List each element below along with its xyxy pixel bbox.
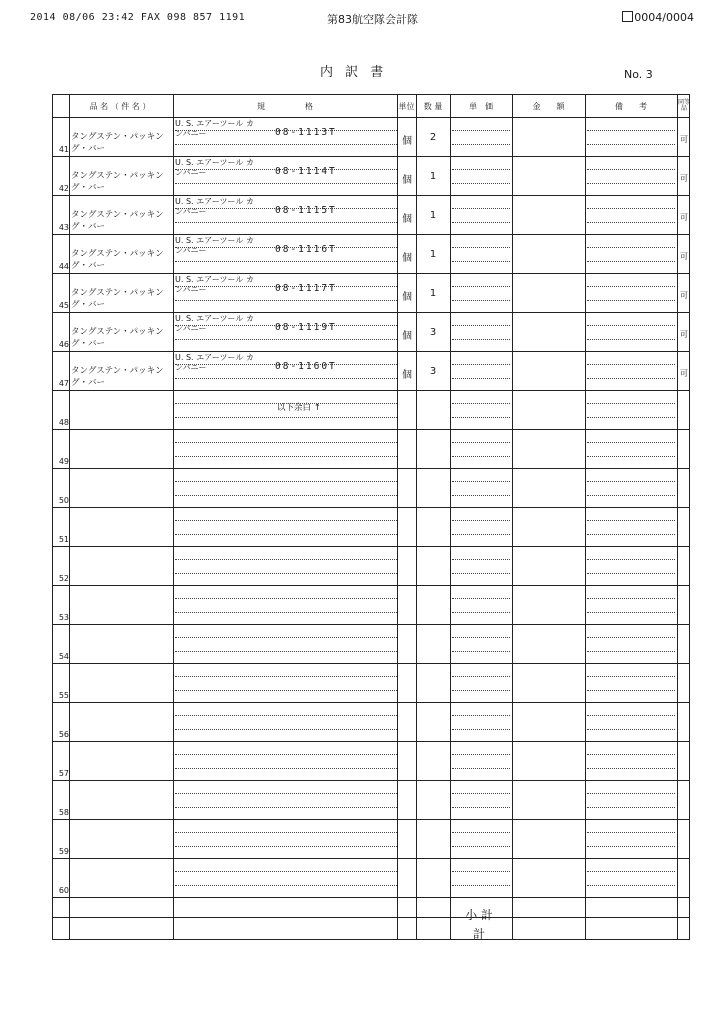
fax-organization: 第83航空隊会計隊 xyxy=(327,13,418,26)
dotted-rule xyxy=(452,807,510,808)
row-number: 49 xyxy=(58,457,69,466)
item-name: タングステン・パッキング・バー xyxy=(71,366,164,388)
unit: 個 xyxy=(402,214,412,225)
dotted-rule xyxy=(175,768,397,769)
dotted-rule xyxy=(587,793,675,794)
spec-maker: U. S. エアーツール カ xyxy=(175,197,254,206)
item-name: タングステン・パッキング・バー xyxy=(71,249,164,271)
row-divider xyxy=(53,429,689,430)
dotted-rule xyxy=(587,339,675,340)
dotted-rule xyxy=(587,807,675,808)
dotted-rule xyxy=(175,442,397,443)
dotted-rule xyxy=(175,183,397,184)
spec-company: ンパニー xyxy=(175,168,207,177)
dotted-rule xyxy=(452,637,510,638)
dotted-rule xyxy=(587,208,675,209)
dotted-rule xyxy=(175,598,397,599)
dotted-rule xyxy=(587,378,675,379)
header-amount: 金 額 xyxy=(532,101,565,111)
dotted-rule xyxy=(452,793,510,794)
dotted-rule xyxy=(587,130,675,131)
dotted-rule xyxy=(452,364,510,365)
dotted-rule xyxy=(587,495,675,496)
dotted-rule xyxy=(452,559,510,560)
equivalent-allowed: 可 xyxy=(680,369,688,378)
dotted-rule xyxy=(175,729,397,730)
row-divider xyxy=(53,819,689,820)
unit: 個 xyxy=(402,331,412,342)
header-remarks: 備 考 xyxy=(615,101,647,111)
spec-maker: U. S. エアーツール カ xyxy=(175,353,254,362)
row-divider xyxy=(53,507,689,508)
row-number: 56 xyxy=(58,730,69,739)
dotted-rule xyxy=(175,520,397,521)
dotted-rule xyxy=(452,651,510,652)
dotted-rule xyxy=(175,573,397,574)
row-number: 58 xyxy=(58,808,69,817)
item-name: タングステン・パッキング・バー xyxy=(71,210,164,232)
row-number: 59 xyxy=(58,847,69,856)
dotted-rule xyxy=(452,612,510,613)
dotted-rule xyxy=(452,183,510,184)
dotted-rule xyxy=(175,559,397,560)
item-name: タングステン・パッキング・バー xyxy=(71,288,164,310)
row-divider xyxy=(53,858,689,859)
dotted-rule xyxy=(452,286,510,287)
dotted-rule xyxy=(452,247,510,248)
spec-company: ンパニー xyxy=(175,207,207,216)
dotted-rule xyxy=(452,715,510,716)
spec-company: ンパニー xyxy=(175,285,207,294)
dotted-rule xyxy=(452,456,510,457)
row-number: 60 xyxy=(58,886,69,895)
spec-company: ンパニー xyxy=(175,129,207,138)
header-item-name: 品 名 （ 件 名 ） xyxy=(89,101,151,111)
dotted-rule xyxy=(587,729,675,730)
dotted-rule xyxy=(175,261,397,262)
item-name: タングステン・パッキング・バー xyxy=(71,132,164,154)
unit: 個 xyxy=(402,136,412,147)
quantity: 1 xyxy=(429,249,437,260)
equivalent-allowed: 可 xyxy=(680,252,688,261)
part-number: 08-1115T xyxy=(275,205,337,216)
dotted-rule xyxy=(452,832,510,833)
spec-maker: U. S. エアーツール カ xyxy=(175,275,254,284)
part-number: 08-1117T xyxy=(275,283,337,294)
column-divider xyxy=(450,95,451,939)
dotted-rule xyxy=(175,715,397,716)
dotted-rule xyxy=(175,495,397,496)
dotted-rule xyxy=(452,144,510,145)
dotted-rule xyxy=(587,247,675,248)
spec-maker: U. S. エアーツール カ xyxy=(175,314,254,323)
quantity: 1 xyxy=(429,288,437,299)
dotted-rule xyxy=(587,690,675,691)
dotted-rule xyxy=(587,612,675,613)
dotted-rule xyxy=(452,481,510,482)
fax-page-icon xyxy=(622,11,633,22)
dotted-rule xyxy=(452,378,510,379)
dotted-rule xyxy=(175,807,397,808)
dotted-rule xyxy=(452,690,510,691)
quantity: 1 xyxy=(429,210,437,221)
dotted-rule xyxy=(452,754,510,755)
equivalent-allowed: 可 xyxy=(680,330,688,339)
dotted-rule xyxy=(175,378,397,379)
equivalent-allowed: 可 xyxy=(680,135,688,144)
spec-maker: U. S. エアーツール カ xyxy=(175,236,254,245)
dotted-rule xyxy=(587,573,675,574)
row-divider xyxy=(53,585,689,586)
column-divider xyxy=(416,95,417,939)
dotted-rule xyxy=(587,403,675,404)
dotted-rule xyxy=(175,651,397,652)
dotted-rule xyxy=(587,559,675,560)
dotted-rule xyxy=(587,442,675,443)
dotted-rule xyxy=(452,417,510,418)
dotted-rule xyxy=(587,637,675,638)
spec-company: ンパニー xyxy=(175,324,207,333)
dotted-rule xyxy=(175,481,397,482)
row-divider xyxy=(53,702,689,703)
dotted-rule xyxy=(175,846,397,847)
dotted-rule xyxy=(175,612,397,613)
dotted-rule xyxy=(452,442,510,443)
dotted-rule xyxy=(452,768,510,769)
dotted-rule xyxy=(452,339,510,340)
fax-page-counter xyxy=(622,11,694,24)
row-number: 54 xyxy=(58,652,69,661)
part-number: 08-1114T xyxy=(275,166,337,177)
dotted-rule xyxy=(452,598,510,599)
fax-sender-line: 2014 08/06 23:42 FAX 098 857 1191 xyxy=(30,12,246,23)
dotted-rule xyxy=(587,364,675,365)
dotted-rule xyxy=(587,846,675,847)
dotted-rule xyxy=(452,846,510,847)
row-divider xyxy=(53,468,689,469)
dotted-rule xyxy=(587,754,675,755)
dotted-rule xyxy=(175,144,397,145)
item-name: タングステン・パッキング・バー xyxy=(71,327,164,349)
unit: 個 xyxy=(402,175,412,186)
part-number: 08-1160T xyxy=(275,361,337,372)
row-number: 41 xyxy=(58,145,69,154)
dotted-rule xyxy=(452,871,510,872)
dotted-rule xyxy=(175,676,397,677)
row-number: 51 xyxy=(58,535,69,544)
row-number: 48 xyxy=(58,418,69,427)
dotted-rule xyxy=(452,169,510,170)
dotted-rule xyxy=(587,325,675,326)
row-number: 44 xyxy=(58,262,69,271)
dotted-rule xyxy=(175,417,397,418)
part-number: 08-1119T xyxy=(275,322,337,333)
spec-maker: U. S. エアーツール カ xyxy=(175,119,254,128)
row-number: 53 xyxy=(58,613,69,622)
row-number: 42 xyxy=(58,184,69,193)
row-divider xyxy=(53,624,689,625)
row-number: 52 xyxy=(58,574,69,583)
dotted-rule xyxy=(175,885,397,886)
dotted-rule xyxy=(452,534,510,535)
row-divider xyxy=(53,780,689,781)
unit: 個 xyxy=(402,370,412,381)
dotted-rule xyxy=(175,871,397,872)
row-number: 47 xyxy=(58,379,69,388)
dotted-rule xyxy=(175,222,397,223)
blank-remainder-note: 以下余白 ↑ xyxy=(277,403,321,413)
dotted-rule xyxy=(175,754,397,755)
dotted-rule xyxy=(452,573,510,574)
fax-header xyxy=(0,10,724,28)
breakdown-table xyxy=(52,94,690,940)
dotted-rule xyxy=(587,598,675,599)
part-number: 08-1113T xyxy=(275,127,337,138)
subtotal-divider xyxy=(53,917,689,918)
dotted-rule xyxy=(452,520,510,521)
column-divider xyxy=(173,95,174,939)
page-number: No. 3 xyxy=(624,68,653,81)
dotted-rule xyxy=(587,651,675,652)
item-name: タングステン・パッキング・バー xyxy=(71,171,164,193)
dotted-rule xyxy=(587,885,675,886)
dotted-rule xyxy=(452,676,510,677)
dotted-rule xyxy=(587,222,675,223)
dotted-rule xyxy=(587,481,675,482)
dotted-rule xyxy=(587,286,675,287)
dotted-rule xyxy=(175,300,397,301)
row-number: 46 xyxy=(58,340,69,349)
column-divider xyxy=(512,95,513,939)
document-title: 内 訳 書 xyxy=(320,65,388,80)
dotted-rule xyxy=(452,130,510,131)
row-number: 45 xyxy=(58,301,69,310)
row-divider xyxy=(53,897,689,898)
dotted-rule xyxy=(452,300,510,301)
spec-company: ンパニー xyxy=(175,363,207,372)
dotted-rule xyxy=(175,534,397,535)
row-divider xyxy=(53,546,689,547)
dotted-rule xyxy=(587,768,675,769)
row-divider xyxy=(53,663,689,664)
equivalent-allowed: 可 xyxy=(680,291,688,300)
dotted-rule xyxy=(175,339,397,340)
row-number: 50 xyxy=(58,496,69,505)
dotted-rule xyxy=(587,676,675,677)
quantity: 3 xyxy=(429,327,437,338)
dotted-rule xyxy=(175,832,397,833)
dotted-rule xyxy=(587,534,675,535)
header-unit: 単位 xyxy=(398,101,415,111)
dotted-rule xyxy=(175,637,397,638)
quantity: 3 xyxy=(429,366,437,377)
part-number: 08-1116T xyxy=(275,244,337,255)
fax-page-number: 0004/0004 xyxy=(634,11,694,24)
dotted-rule xyxy=(452,261,510,262)
unit: 個 xyxy=(402,253,412,264)
spec-company: ンパニー xyxy=(175,246,207,255)
unit: 個 xyxy=(402,292,412,303)
dotted-rule xyxy=(587,456,675,457)
dotted-rule xyxy=(452,403,510,404)
header-quantity: 数 量 xyxy=(423,101,443,111)
total-label: 計 xyxy=(472,927,485,941)
header-unit-price: 単 価 xyxy=(469,101,493,111)
dotted-rule xyxy=(587,144,675,145)
subtotal-label: 小 計 xyxy=(465,908,493,922)
row-divider xyxy=(53,741,689,742)
dotted-rule xyxy=(452,495,510,496)
dotted-rule xyxy=(587,520,675,521)
dotted-rule xyxy=(452,729,510,730)
row-divider xyxy=(53,390,689,391)
header-equivalent: 同等品 xyxy=(677,99,690,112)
column-divider xyxy=(69,95,70,939)
dotted-rule xyxy=(587,832,675,833)
row-number: 57 xyxy=(58,769,69,778)
dotted-rule xyxy=(452,325,510,326)
quantity: 1 xyxy=(429,171,437,182)
dotted-rule xyxy=(587,300,675,301)
dotted-rule xyxy=(175,456,397,457)
row-number: 55 xyxy=(58,691,69,700)
dotted-rule xyxy=(587,715,675,716)
dotted-rule xyxy=(175,690,397,691)
dotted-rule xyxy=(452,885,510,886)
column-divider xyxy=(585,95,586,939)
dotted-rule xyxy=(587,417,675,418)
dotted-rule xyxy=(175,403,397,404)
dotted-rule xyxy=(587,871,675,872)
spec-maker: U. S. エアーツール カ xyxy=(175,158,254,167)
dotted-rule xyxy=(175,793,397,794)
dotted-rule xyxy=(452,208,510,209)
dotted-rule xyxy=(587,169,675,170)
equivalent-allowed: 可 xyxy=(680,174,688,183)
quantity: 2 xyxy=(429,132,437,143)
dotted-rule xyxy=(587,183,675,184)
equivalent-allowed: 可 xyxy=(680,213,688,222)
dotted-rule xyxy=(452,222,510,223)
header-spec: 規 格 xyxy=(257,101,313,111)
dotted-rule xyxy=(587,261,675,262)
row-number: 43 xyxy=(58,223,69,232)
